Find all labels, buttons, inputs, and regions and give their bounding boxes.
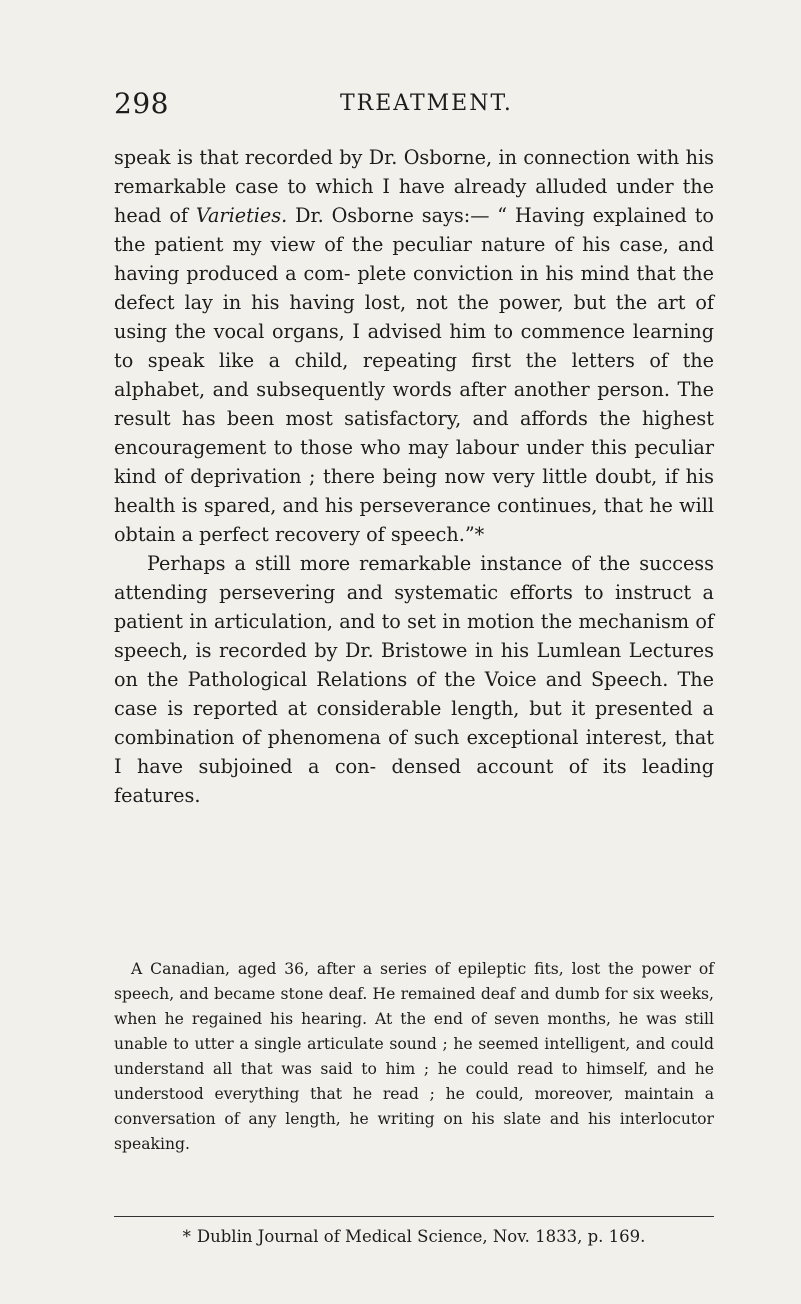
- extract-paragraph: A Canadian, aged 36, after a series of epileptic fits, lost the power of speech, and became stone deaf. He remained deaf and dumb for six weeks, when he regained his hearing. At the end of seven months, he was still unable to utter a single articulate sound ; he seemed intelligent, and could understand all that was said to him ; he could read to himself, and he understood everything that he read ; he could, moreover, maintain a conversation of any length, he writing on his slate and his interlocutor speaking.: [114, 960, 714, 1153]
- paragraph-1-start: speak is that recorded by Dr. Osborne, in connection with his remarkable case to which I have already alluded under the head of: [114, 146, 714, 227]
- footnote: [114, 1225, 714, 1249]
- paragraph-1: [114, 143, 714, 549]
- main-text: [114, 143, 714, 810]
- page-number: 298: [114, 87, 169, 120]
- footnote-rule: [114, 1216, 714, 1217]
- paragraph-1-rest: Dr. Osborne says:— “ Having explained to the patient my view of the peculiar nature of his case, and having produced a com- plete conviction in his mind that the defect lay in his having lost, not the power, but the art of using the vocal organs, I advised him to commence learning to speak like a child, repeating first the letters of the alphabet, and subsequently words after another person. The result has been most satisfactory, and affords the highest encouragement to those who may labour under this peculiar kind of deprivation ; there being now very little doubt, if his health is spared, and his perseverance continues, that he will obtain a perfect recovery of speech.”*: [114, 204, 714, 546]
- footnote-text: Dublin Journal of Medical Science, Nov. 1833, p. 169.: [196, 1227, 646, 1246]
- paragraph-2: Perhaps a still more remarkable instance of the success attending persevering and systematic efforts to instruct a patient in articulation, and to set in motion the mechanism of speech, is recorded by Dr. Bristowe in his Lumlean Lectures on the Pathological Relations of the Voice and Speech. The case is reported at considerable length, but it presented a combination of phenomena of such exceptional interest, that I have subjoined a con- densed account of its leading features.: [114, 552, 714, 807]
- italic-varieties: Varieties.: [195, 204, 288, 227]
- running-head: TREATMENT.: [340, 91, 513, 116]
- case-extract: [114, 957, 714, 1157]
- footnote-mark: *: [182, 1227, 191, 1246]
- page-header: [0, 84, 801, 124]
